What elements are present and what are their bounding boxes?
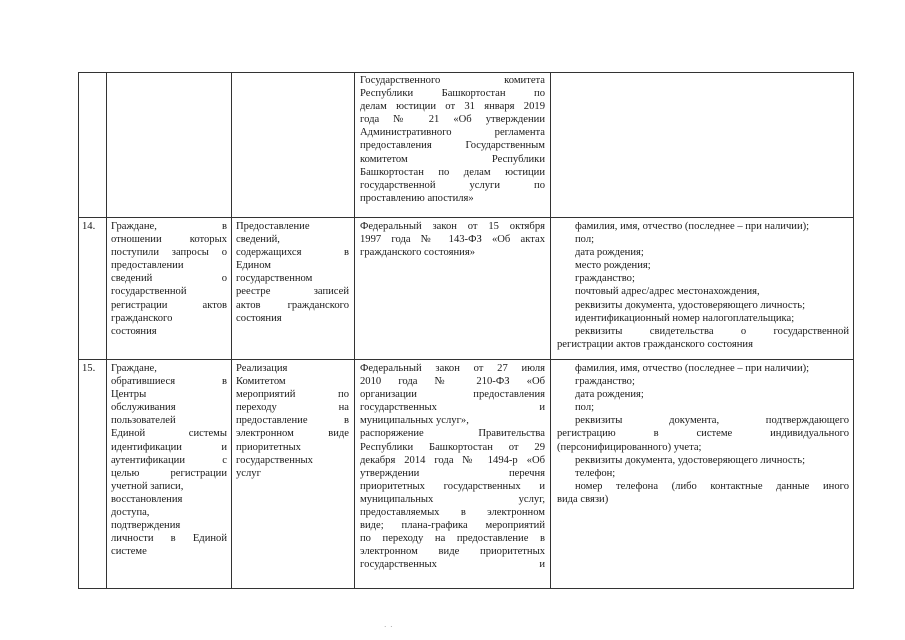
column-divider (231, 72, 232, 589)
row-15-number: 15. (82, 363, 96, 374)
cell-text-line: 1997 года № 143-ФЗ «Об актах (360, 234, 545, 246)
cell-text-line: государственной услуги по (360, 179, 545, 191)
cell-text-line: реквизиты документа, подтверждающего (575, 415, 849, 427)
cell-text-line: электронном виде (236, 428, 349, 440)
row-divider (78, 359, 854, 360)
cell-text-line: аутентификации с (111, 454, 227, 466)
cell-text-line: по переходу на предоставление в (360, 533, 545, 545)
cell-text-line: государственных (236, 454, 313, 466)
cell-text-line: фамилия, имя, отчество (последнее – при наличии); (575, 221, 810, 232)
cell-text-line: реквизиты документа, удостоверяющего личность; (575, 299, 806, 311)
cell-text-line: приоритетных государственных и (360, 480, 545, 492)
cell-text-line: Граждане, в (111, 221, 227, 232)
row-14-service-cell (236, 220, 349, 325)
cell-text-line: пол; (575, 402, 595, 414)
row-15-recipients-cell (111, 362, 227, 558)
cell-text-line: Единой системы (111, 428, 227, 440)
cell-text-line: подтверждения (111, 520, 181, 532)
cell-text-line: комитетом Республики (360, 153, 545, 165)
cell-text-line: предоставлении (111, 260, 184, 272)
cell-text-line: предоставление в (236, 415, 349, 427)
cell-text-line: Центры (111, 389, 147, 401)
column-divider (354, 72, 355, 589)
cell-text-line: реестре записей (236, 286, 349, 298)
cell-text-line: гражданского состояния» (360, 247, 475, 259)
cell-text-line: учетной записи, (111, 480, 184, 492)
table-top-border (78, 72, 854, 73)
cell-text-line: регистрации актов (111, 299, 227, 311)
cell-text-line: государственных и (360, 402, 545, 414)
cell-text-line: электронном виде приоритетных (360, 546, 545, 558)
cell-text-line: распоряжение Правительства (360, 428, 545, 440)
cell-text-line: обслуживания (111, 402, 176, 414)
scan-mark: · · (384, 623, 394, 631)
cell-text-line: номер телефона (либо контактные данные иного (575, 480, 849, 492)
cell-text-line: восстановления (111, 493, 183, 505)
cell-text-line: целью регистрации (111, 467, 227, 479)
cell-text-line: сведений, (236, 234, 280, 246)
cell-text-line: муниципальных услуг», (360, 415, 469, 427)
cell-text-line: реквизиты документа, удостоверяющего личность; (575, 454, 806, 466)
cell-text-line: Едином (236, 260, 271, 272)
cell-text-line: Республики Башкортостан по (360, 88, 545, 100)
row-15-law-cell (360, 362, 545, 586)
row-14-number: 14. (82, 221, 96, 232)
cell-text-line: делам юстиции от 31 января 2019 (360, 101, 545, 113)
cell-text-line: Реализация (236, 363, 288, 374)
cell-text-line: пол; (575, 234, 595, 246)
cell-text-line: гражданского (111, 312, 173, 324)
row-continuation-law-cell (360, 74, 545, 205)
cell-text-line: Башкортостан по делам юстиции (360, 166, 545, 178)
cell-text-line: предоставляемых в электронном (360, 507, 545, 519)
cell-text-line: вида связи) (557, 493, 609, 505)
cell-text-line: приоритетных (236, 441, 301, 453)
cell-text-line: Административного регламента (360, 127, 545, 139)
cell-text-line: телефон; (575, 467, 616, 479)
cell-text-line: предоставления Государственным (360, 140, 545, 152)
cell-text-line: фамилия, имя, отчество (последнее – при наличии); (575, 363, 810, 374)
cell-text-line: гражданство; (575, 376, 635, 388)
cell-text-line: состояния (111, 325, 157, 337)
column-divider (106, 72, 107, 589)
cell-text-line: содержащихся в (236, 247, 349, 259)
cell-text-line: (персонифицированного) учета; (557, 441, 702, 453)
cell-text-line: государственном (236, 273, 313, 285)
cell-text-line: поступили запросы о (111, 247, 227, 259)
cell-text-line: гражданство; (575, 273, 635, 285)
table-left-border (78, 72, 79, 589)
cell-text-line: виде; плана-графика мероприятий (360, 520, 545, 532)
row-14-data-fields-cell (557, 220, 849, 351)
row-14-recipients-cell (111, 220, 227, 338)
cell-text-line: декабря 2014 года № 1494-р «Об (360, 454, 545, 466)
cell-text-line: государственной (111, 286, 187, 298)
cell-text-line: регистрации актов гражданского состояния (557, 338, 753, 350)
cell-text-line: муниципальных услуг, (360, 493, 545, 505)
cell-text-line: Федеральный закон от 15 октября (360, 221, 545, 232)
row-14-law-cell (360, 220, 545, 259)
cell-text-line: Государственного комитета (360, 75, 545, 86)
cell-text-line: Предоставление (236, 221, 310, 232)
cell-text-line: идентификационный номер налогоплательщика; (575, 312, 795, 324)
table-bottom-border (78, 588, 854, 589)
cell-text-line: личности в Единой (111, 533, 227, 545)
row-15-service-cell (236, 362, 349, 480)
cell-text-line: пользователей (111, 415, 176, 427)
cell-text-line: 2010 года № 210-ФЗ «Об (360, 376, 545, 388)
cell-text-line: переходу на (236, 402, 349, 414)
cell-text-line: года № 21 «Об утверждении (360, 114, 545, 126)
cell-text-line: проставлению апостиля» (360, 192, 474, 204)
cell-text-line: дата рождения; (575, 389, 644, 401)
cell-text-line: утверждении перечня (360, 467, 545, 479)
cell-text-line: обратившиеся в (111, 376, 227, 388)
cell-text-line: место рождения; (575, 260, 651, 272)
cell-text-line: мероприятий по (236, 389, 349, 401)
table-right-border (853, 72, 854, 589)
cell-text-line: Федеральный закон от 27 июля (360, 363, 545, 374)
cell-text-line: государственных и (360, 559, 545, 571)
cell-text-line: сведений о (111, 273, 227, 285)
cell-text-line: системе (111, 546, 147, 558)
cell-text-line: идентификации и (111, 441, 227, 453)
cell-text-line: доступа, (111, 507, 150, 519)
cell-text-line: Республики Башкортостан от 29 (360, 441, 545, 453)
cell-text-line: состояния (236, 312, 282, 324)
row-divider (78, 217, 854, 218)
cell-text-line: актов гражданского (236, 299, 349, 311)
column-divider (550, 72, 551, 589)
cell-text-line: дата рождения; (575, 247, 644, 259)
row-15-data-fields-cell (557, 362, 849, 506)
cell-text-line: реквизиты свидетельства о государственной (575, 325, 849, 337)
cell-text-line: почтовый адрес/адрес местонахождения, (575, 286, 760, 298)
cell-text-line: отношении которых (111, 234, 227, 246)
cell-text-line: Комитетом (236, 376, 286, 388)
cell-text-line: Граждане, (111, 363, 157, 374)
cell-text-line: регистрацию в системе индивидуального (557, 428, 849, 440)
cell-text-line: организации предоставления (360, 389, 545, 401)
cell-text-line: услуг (236, 467, 261, 479)
